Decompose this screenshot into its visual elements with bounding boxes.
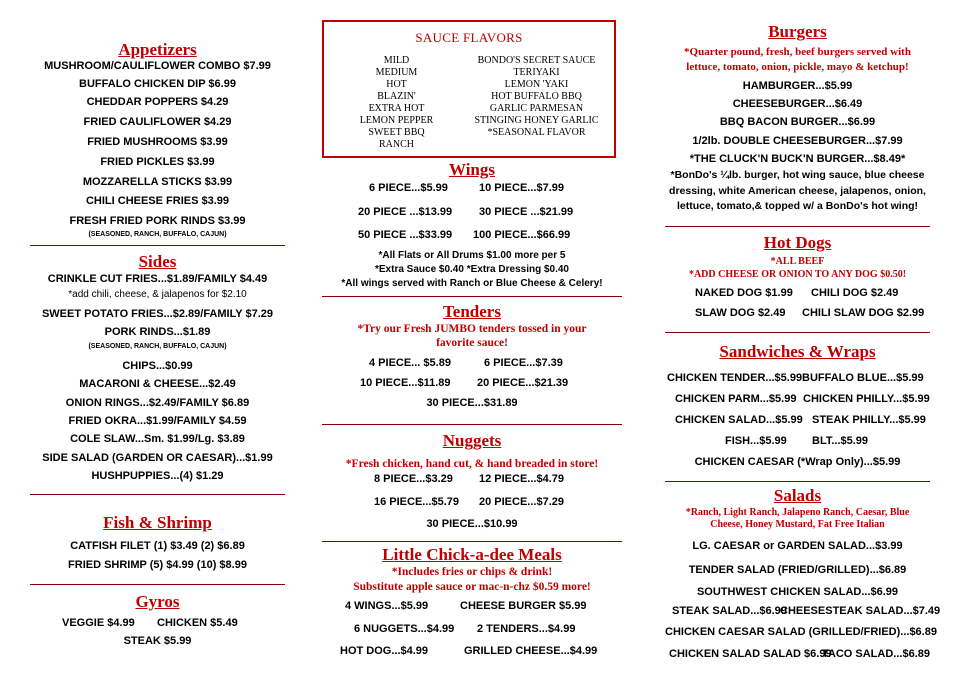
- sauce-item: SWEET BBQ: [368, 127, 425, 138]
- menu-item: STEAK $5.99: [123, 635, 192, 647]
- menu-item: MOZZARELLA STICKS $3.99: [82, 176, 233, 188]
- menu-item: 16 PIECE...$5.79: [374, 496, 459, 508]
- menu-item: 30 PIECE ...$21.99: [479, 206, 574, 218]
- menu-item: CHILI SLAW DOG $2.99: [802, 307, 925, 319]
- right-column: [665, 0, 941, 685]
- menu-item: FRIED OKRA...$1.99/FAMILY $4.59: [68, 415, 247, 427]
- divider: [665, 226, 930, 227]
- menu-item: BBQ BACON BURGER...$6.99: [719, 116, 876, 128]
- menu-item: PORK RINDS...$1.89: [104, 326, 211, 338]
- menu-item: SIDE SALAD (GARDEN OR CAESAR)...$1.99: [42, 452, 273, 464]
- burgers-desc: lettuce, tomato, onion, pickle, mayo & ketchup!: [686, 61, 909, 73]
- sides-heading: Sides: [138, 252, 177, 271]
- hotdogs-desc: *ALL BEEF: [770, 256, 825, 267]
- sauce-item: EXTRA HOT: [368, 103, 425, 114]
- menu-item: 10 PIECE...$7.99: [479, 182, 564, 194]
- menu-item: SLAW DOG $2.49: [695, 307, 786, 319]
- menu-item: 50 PIECE ...$33.99: [358, 229, 453, 241]
- sauce-item: LEMON 'YAKI: [504, 79, 569, 90]
- fish-heading: Fish & Shrimp: [103, 513, 212, 532]
- nuggets-heading: Nuggets: [442, 431, 502, 450]
- sauce-item: STINGING HONEY GARLIC: [474, 115, 599, 126]
- sauce-item: LEMON PEPPER: [359, 115, 434, 126]
- menu-item: CHEESEBURGER...$6.49: [732, 98, 863, 110]
- hotdogs-heading: Hot Dogs: [763, 233, 832, 252]
- menu-item: 6 NUGGETS...$4.99: [354, 623, 455, 635]
- menu-item: BUFFALO BLUE...$5.99: [802, 372, 924, 384]
- sauce-item: HOT: [386, 79, 407, 90]
- appetizers-heading: Appetizers: [118, 40, 197, 59]
- wings-heading: Wings: [449, 160, 495, 179]
- burgers-desc: *Quarter pound, fresh, beef burgers served with: [684, 46, 911, 58]
- salads-heading: Salads: [773, 486, 822, 505]
- menu-item: FRIED CAULIFLOWER $4.29: [83, 116, 232, 128]
- pork-rinds-note: (SEASONED, RANCH, BUFFALO, CAJUN): [88, 343, 227, 350]
- menu-item: CATFISH FILET (1) $3.49 (2) $6.89: [70, 540, 245, 552]
- menu-item: FRIED SHRIMP (5) $4.99 (10) $8.99: [68, 559, 247, 571]
- divider: [322, 424, 622, 425]
- menu-item: BUFFALO CHICKEN DIP $6.99: [79, 78, 236, 90]
- sandwiches-heading: Sandwiches & Wraps: [719, 342, 876, 361]
- menu-item: NAKED DOG $1.99: [695, 287, 793, 299]
- menu-item: FRIED MUSHROOMS $3.99: [87, 136, 228, 148]
- menu-item: CHILI DOG $2.49: [811, 287, 899, 299]
- menu-item: TACO SALAD...$6.89: [822, 648, 930, 660]
- menu-item: CHICKEN CAESAR SALAD (GRILLED/FRIED)...$6.89: [665, 626, 937, 638]
- menu-item: MACARONI & CHEESE...$2.49: [79, 378, 236, 390]
- menu-item: CHICKEN $5.49: [157, 617, 238, 629]
- menu-item: CHICKEN CAESAR (*Wrap Only)...$5.99: [694, 456, 901, 468]
- menu-item: CHEESE BURGER $5.99: [460, 600, 587, 612]
- divider: [30, 584, 285, 585]
- kids-desc: Substitute apple sauce or mac-n-chz $0.59 more!: [353, 581, 591, 593]
- menu-item: CHEESESTEAK SALAD...$7.49: [780, 605, 941, 617]
- divider: [322, 296, 622, 297]
- menu-item: 4 WINGS...$5.99: [345, 600, 429, 612]
- menu-item: 20 PIECE ...$13.99: [358, 206, 453, 218]
- sauce-item: MEDIUM: [375, 67, 418, 78]
- nuggets-desc: *Fresh chicken, hand cut, & hand breaded in store!: [345, 458, 599, 470]
- menu-item: 6 PIECE...$5.99: [369, 182, 448, 194]
- divider: [665, 481, 930, 482]
- menu-item: CHICKEN PHILLY...$5.99: [803, 393, 930, 405]
- sides-addon-note: *add chili, cheese, & jalapenos for $2.10: [68, 289, 247, 300]
- gyros-heading: Gyros: [135, 592, 180, 611]
- kids-desc: *Includes fries or chips & drink!: [391, 566, 553, 578]
- menu-item: TENDER SALAD (FRIED/GRILLED)...$6.89: [688, 564, 907, 576]
- menu-item: 8 PIECE...$3.29: [374, 473, 453, 485]
- menu-item: 100 PIECE...$66.99: [473, 229, 571, 241]
- menu-item: HAMBURGER...$5.99: [742, 80, 853, 92]
- burger-special-desc: lettuce, tomato,& topped w/ a BonDo's hot wing!: [676, 200, 919, 212]
- menu-item: CHIPS...$0.99: [122, 360, 193, 372]
- menu-item: CHILI CHEESE FRIES $3.99: [85, 195, 230, 207]
- menu-item: 20 PIECE...$21.39: [477, 377, 569, 389]
- menu-item: COLE SLAW...Sm. $1.99/Lg. $3.89: [70, 433, 245, 445]
- divider: [665, 332, 930, 333]
- divider: [322, 541, 622, 542]
- menu-item: FRIED PICKLES $3.99: [100, 156, 215, 168]
- salads-desc: Cheese, Honey Mustard, Fat Free Italian: [710, 519, 885, 530]
- menu-item: CHEDDAR POPPERS $4.29: [86, 96, 229, 108]
- divider: [30, 245, 285, 246]
- menu-item: CHICKEN PARM...$5.99: [675, 393, 797, 405]
- burger-special-desc: dressing, white American cheese, jalapenos, onion,: [669, 185, 926, 197]
- menu-item: 12 PIECE...$4.79: [479, 473, 564, 485]
- tenders-heading: Tenders: [443, 302, 501, 321]
- sauce-item: *SEASONAL FLAVOR: [487, 127, 586, 138]
- menu-item: *THE CLUCK'N BUCK'N BURGER...$8.49*: [689, 153, 906, 165]
- sauce-item: GARLIC PARMESAN: [489, 103, 584, 114]
- hotdogs-desc: *ADD CHEESE OR ONION TO ANY DOG $0.50!: [688, 269, 907, 280]
- menu-item: STEAK PHILLY...$5.99: [812, 414, 926, 426]
- menu-item: CRINKLE CUT FRIES...$1.89/FAMILY $4.49: [47, 273, 268, 285]
- sauce-item: MILD: [383, 55, 410, 66]
- menu-item: 2 TENDERS...$4.99: [477, 623, 576, 635]
- menu-item: 30 PIECE...$10.99: [426, 518, 518, 530]
- middle-column: [322, 0, 622, 685]
- menu-item: BLT...$5.99: [812, 435, 869, 447]
- menu-item: 10 PIECE...$11.89: [360, 377, 451, 389]
- sauce-item: RANCH: [378, 139, 414, 150]
- menu-item: GRILLED CHEESE...$4.99: [464, 645, 598, 657]
- wings-note: *All Flats or All Drums $1.00 more per 5: [378, 250, 566, 261]
- sauce-item: BONDO'S SECRET SAUCE: [477, 55, 596, 66]
- menu-item: HUSHPUPPIES...(4) $1.29: [91, 470, 224, 482]
- menu-item: CHICKEN SALAD...$5.99: [675, 414, 803, 426]
- sauce-item: BLAZIN': [377, 91, 416, 102]
- menu-item: SWEET POTATO FRIES...$2.89/FAMILY $7.29: [41, 308, 274, 320]
- sauce-flavors-title: SAUCE FLAVORS: [415, 30, 523, 45]
- menu-item: FRESH FRIED PORK RINDS $3.99: [69, 215, 246, 227]
- menu-item: 4 PIECE... $5.89: [369, 357, 451, 369]
- menu-item: STEAK SALAD...$6.99: [672, 605, 787, 617]
- menu-item: MUSHROOM/CAULIFLOWER COMBO $7.99: [44, 60, 271, 72]
- salads-desc: *Ranch, Light Ranch, Jalapeno Ranch, Caesar, Blue: [685, 507, 910, 518]
- menu-item: CHICKEN SALAD SALAD $6.99: [669, 648, 832, 660]
- left-column: [30, 0, 285, 685]
- kids-meals-heading: Little Chick-a-dee Meals: [382, 545, 562, 564]
- burger-special-desc: *BonDo's ¼lb. burger, hot wing sauce, blue cheese: [670, 169, 925, 181]
- menu-item: LG. CAESAR or GARDEN SALAD...$3.99: [692, 540, 903, 552]
- wings-note: *All wings served with Ranch or Blue Cheese & Celery!: [341, 278, 603, 289]
- menu-item: 1/2lb. DOUBLE CHEESEBURGER...$7.99: [692, 135, 903, 147]
- menu-item: 30 PIECE...$31.89: [426, 397, 518, 409]
- menu-item: CHICKEN TENDER...$5.99: [667, 372, 803, 384]
- menu-item: 20 PIECE...$7.29: [479, 496, 564, 508]
- wings-note: *Extra Sauce $0.40 *Extra Dressing $0.40: [374, 264, 569, 275]
- menu-item: FISH...$5.99: [725, 435, 787, 447]
- tenders-desc: *Try our Fresh JUMBO tenders tossed in your: [357, 323, 587, 335]
- burgers-heading: Burgers: [768, 22, 827, 41]
- menu-item: HOT DOG...$4.99: [340, 645, 429, 657]
- tenders-desc: favorite sauce!: [436, 337, 508, 349]
- menu-item: ONION RINGS...$2.49/FAMILY $6.89: [65, 397, 250, 409]
- divider: [30, 494, 285, 495]
- menu-item: SOUTHWEST CHICKEN SALAD...$6.99: [696, 586, 899, 598]
- sauce-item: HOT BUFFALO BBQ: [491, 91, 582, 102]
- menu-item: VEGGIE $4.99: [62, 617, 135, 629]
- sauce-item: TERIYAKI: [513, 67, 560, 78]
- appetizers-note: (SEASONED, RANCH, BUFFALO, CAJUN): [88, 231, 227, 238]
- menu-item: 6 PIECE...$7.39: [484, 357, 563, 369]
